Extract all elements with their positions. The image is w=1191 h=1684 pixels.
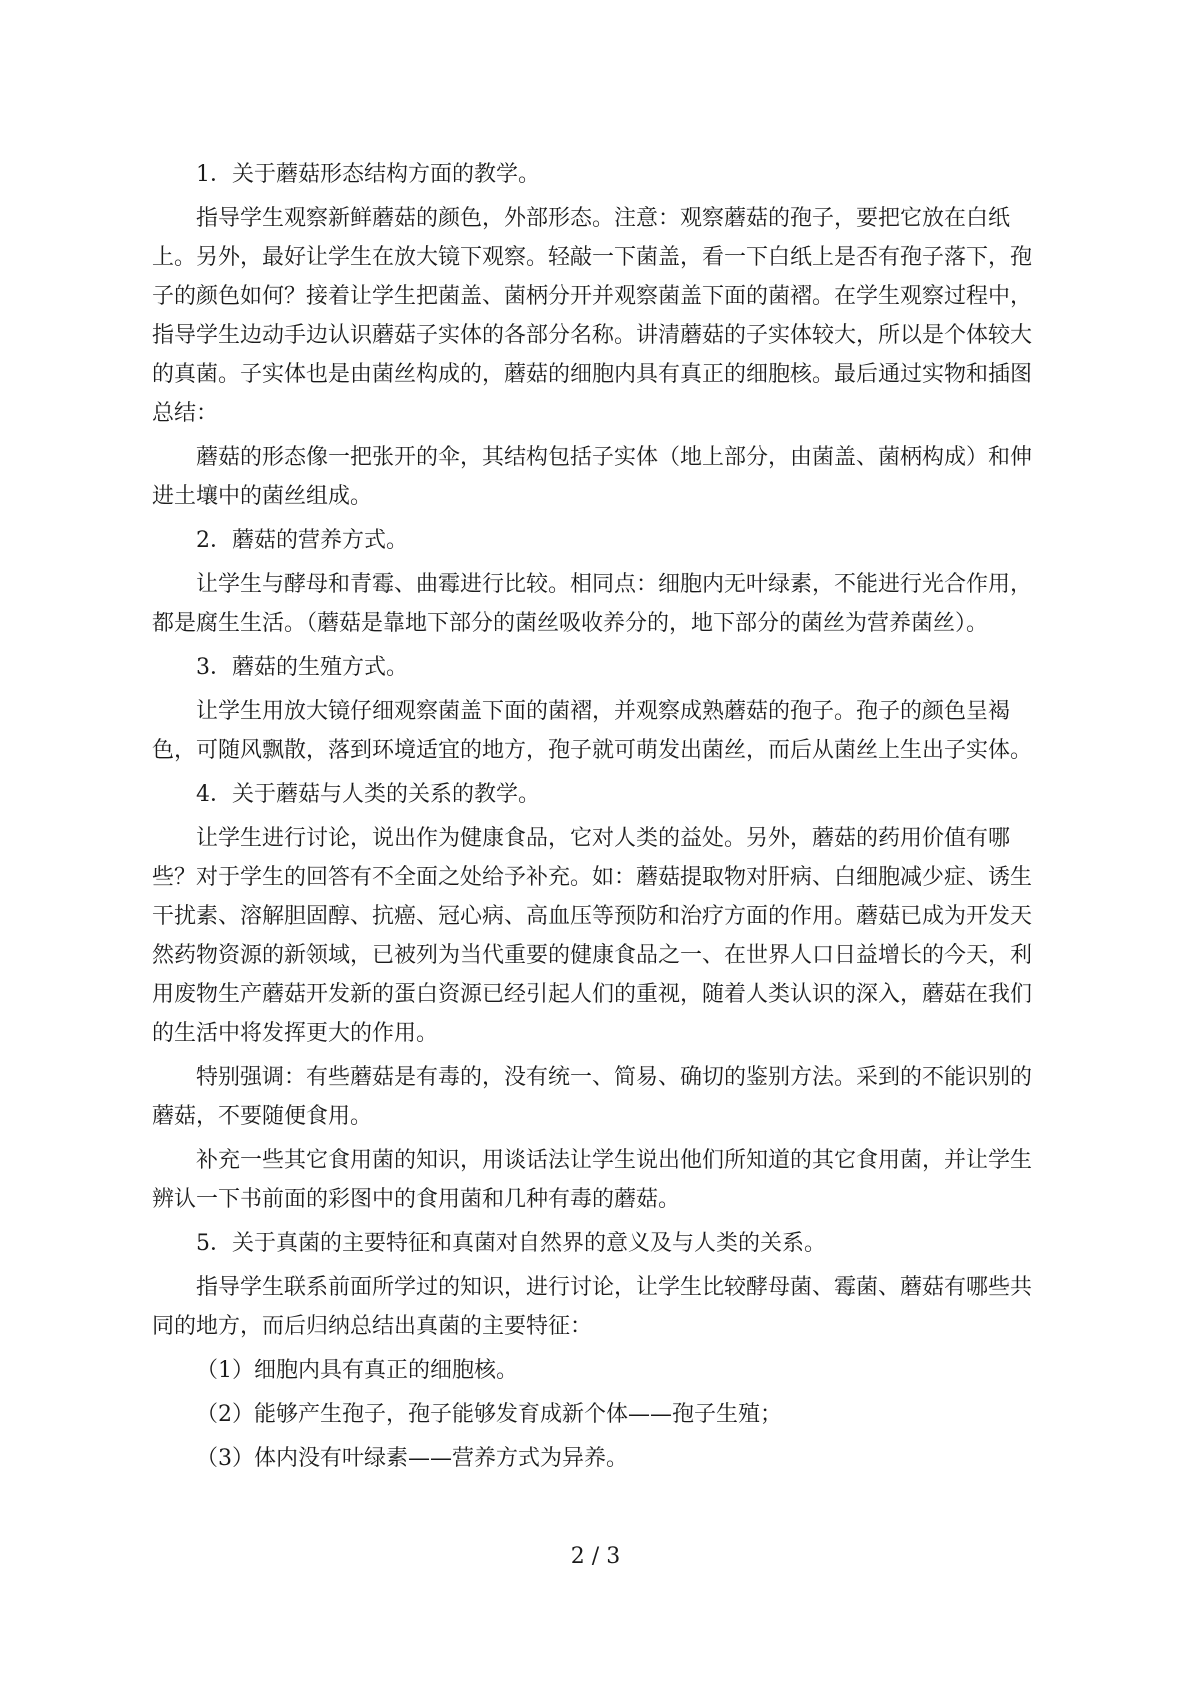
list-item-feature-3: （3）体内没有叶绿素——营养方式为异养。 bbox=[196, 1446, 628, 1471]
paragraph-morphology-summary: 蘑菇的形态像一把张开的伞，其结构包括子实体（地上部分，由菌盖、菌柄构成）和伸进土壤中的菌丝组成。 bbox=[152, 445, 1033, 509]
paragraph-human-relation: 让学生进行讨论，说出作为健康食品，它对人类的益处。另外，蘑菇的药用价值有哪些？对于学生的回答有不全面之处给予补充。如：蘑菇提取物对肝病、白细胞减少症、诱生干扰素、溶解胆固醇、抗癌、冠心病、高血压等预防和治疗方面的作用。蘑菇已成为开发天然药物资源的新领域，已被列为当代重要的健康食品之一、在世界人口日益增长的今天，利用废物生产蘑菇开发新的蛋白资源已经引起人们的重视，随着人类认识的深入，蘑菇在我们的生活中将发挥更大的作用。 bbox=[152, 826, 1033, 1046]
list-item-feature-2: （2）能够产生孢子，孢子能够发育成新个体——孢子生殖； bbox=[196, 1402, 782, 1427]
section-heading-2: 2．蘑菇的营养方式。 bbox=[196, 528, 408, 553]
document-body bbox=[152, 155, 1040, 1483]
paragraph-observation: 指导学生观察新鲜蘑菇的颜色，外部形态。注意：观察蘑菇的孢子，要把它放在白纸上。另外，最好让学生在放大镜下观察。轻敲一下菌盖，看一下白纸上是否有孢子落下，孢子的颜色如何？接着让学生把菌盖、菌柄分开并观察菌盖下面的菌褶。在学生观察过程中，指导学生边动手边认识蘑菇子实体的各部分名称。讲清蘑菇的子实体较大，所以是个体较大的真菌。子实体也是由菌丝构成的，蘑菇的细胞内具有真正的细胞核。最后通过实物和插图总结： bbox=[152, 206, 1033, 426]
page-number: 2 / 3 bbox=[570, 1544, 621, 1569]
section-heading-5: 5．关于真菌的主要特征和真菌对自然界的意义及与人类的关系。 bbox=[196, 1231, 826, 1256]
paragraph-edible-fungi: 补充一些其它食用菌的知识，用谈话法让学生说出他们所知道的其它食用菌，并让学生辨认一下书前面的彩图中的食用菌和几种有毒的蘑菇。 bbox=[152, 1148, 1033, 1212]
paragraph-fungi-features: 指导学生联系前面所学过的知识，进行讨论，让学生比较酵母菌、霉菌、蘑菇有哪些共同的地方，而后归纳总结出真菌的主要特征： bbox=[152, 1275, 1033, 1339]
paragraph-warning: 特别强调：有些蘑菇是有毒的，没有统一、简易、确切的鉴别方法。采到的不能识别的蘑菇，不要随便食用。 bbox=[152, 1065, 1033, 1129]
section-heading-3: 3．蘑菇的生殖方式。 bbox=[196, 655, 408, 680]
section-heading-4: 4．关于蘑菇与人类的关系的教学。 bbox=[196, 782, 540, 807]
paragraph-nutrition: 让学生与酵母和青霉、曲霉进行比较。相同点：细胞内无叶绿素，不能进行光合作用，都是腐生生活。（蘑菇是靠地下部分的菌丝吸收养分的，地下部分的菌丝为营养菌丝）。 bbox=[152, 572, 1033, 636]
paragraph-reproduction: 让学生用放大镜仔细观察菌盖下面的菌褶，并观察成熟蘑菇的孢子。孢子的颜色呈褐色，可随风飘散，落到环境适宜的地方，孢子就可萌发出菌丝，而后从菌丝上生出子实体。 bbox=[152, 699, 1033, 763]
list-item-feature-1: （1）细胞内具有真正的细胞核。 bbox=[196, 1358, 518, 1383]
section-heading-1: 1．关于蘑菇形态结构方面的教学。 bbox=[196, 162, 540, 187]
